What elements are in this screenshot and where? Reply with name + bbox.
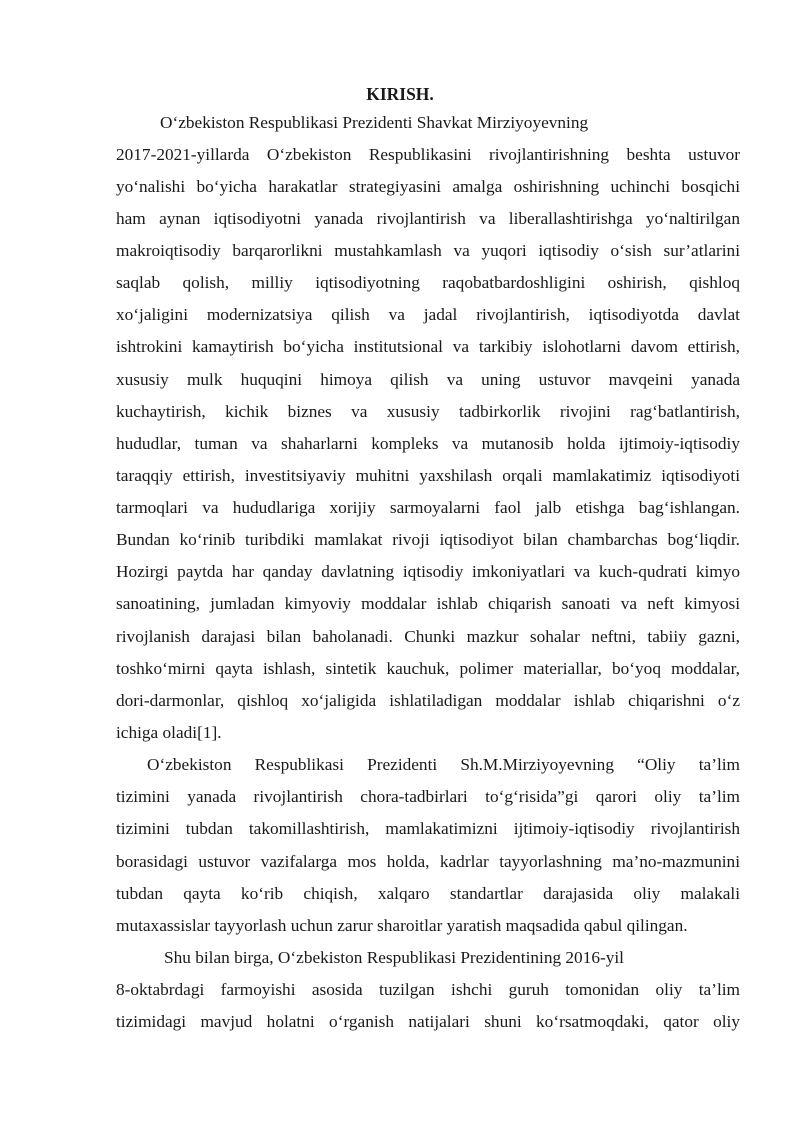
text-line: rivojlanish darajasi bilan baholanadi. Chunki mazkur sohalar neftni, tabiiy gazni,	[116, 627, 740, 646]
text-line: 2017-2021-yillarda O‘zbekiston Respublikasini rivojlantirishning beshta ustuvor	[116, 145, 740, 164]
text-line: Shu bilan birga, O‘zbekiston Respublikasi Prezidentining 2016-yil	[164, 948, 624, 967]
text-line: Bundan ko‘rinib turibdiki mamlakat rivoji iqtisodiyot bilan chambarchas bog‘liqdir.	[116, 530, 740, 549]
text-line: tizimidagi mavjud holatni o‘rganish natijalari shuni ko‘rsatmoqdaki, qator oliy	[116, 1012, 740, 1031]
text-line: kuchaytirish, kichik biznes va xususiy tadbirkorlik rivojini rag‘batlantirish,	[116, 402, 740, 421]
text-line: taraqqiy ettirish, investitsiyaviy muhitni yaxshilash orqali mamlakatimiz iqtisodiyoti	[116, 466, 740, 485]
text-line: toshko‘mirni qayta ishlash, sintetik kauchuk, polimer materiallar, bo‘yoq moddalar,	[116, 659, 740, 678]
text-line: sanoatining, jumladan kimyoviy moddalar ishlab chiqarish sanoati va neft kimyosi	[116, 594, 740, 613]
text-line: xususiy mulk huquqini himoya qilish va uning ustuvor mavqeini yanada	[116, 370, 740, 389]
text-line: ishtrokini kamaytirish bo‘yicha institutsional va tarkibiy islohotlarni davom ettirish,	[116, 337, 740, 356]
text-line: ham aynan iqtisodiyotni yanada rivojlantirish va liberallashtirishga yo‘naltirilgan	[116, 209, 740, 228]
text-line: makroiqtisodiy barqarorlikni mustahkamlash va yuqori iqtisodiy o‘sish sur’atlarini	[116, 241, 740, 260]
text-line: dori-darmonlar, qishloq xo‘jaligida ishlatiladigan moddalar ishlab chiqarishni o‘z	[116, 691, 740, 710]
text-line: O‘zbekiston Respublikasi Prezidenti Sh.M.Mirziyoyevning “Oliy ta’lim	[147, 755, 740, 774]
text-line: hududlar, tuman va shaharlarni kompleks va mutanosib holda ijtimoiy-iqtisodiy	[116, 434, 740, 453]
text-line: yo‘nalishi bo‘yicha harakatlar strategiyasini amalga oshirishning uchinchi bosqichi	[116, 177, 740, 196]
text-line: Hozirgi paytda har qanday davlatning iqtisodiy imkoniyatlari va kuch-qudrati kimyo	[116, 562, 740, 581]
text-line: xo‘jaligini modernizatsiya qilish va jadal rivojlantirish, iqtisodiyotda davlat	[116, 305, 740, 324]
page-title: KIRISH.	[366, 84, 434, 104]
text-line: mutaxassislar tayyorlash uchun zarur sharoitlar yaratish maqsadida qabul qilingan.	[116, 916, 688, 935]
text-line: 8-oktabrdagi farmoyishi asosida tuzilgan ishchi guruh tomonidan oliy ta’lim	[116, 980, 740, 999]
text-line: tarmoqlari va hududlariga xorijiy sarmoyalarni faol jalb etishga bag‘ishlangan.	[116, 498, 740, 517]
text-line: tizimini yanada rivojlantirish chora-tadbirlari to‘g‘risida”gi qarori oliy ta’lim	[116, 787, 740, 806]
text-line: saqlab qolish, milliy iqtisodiyotning raqobatbardoshligini oshirish, qishloq	[116, 273, 740, 292]
text-line: borasidagi ustuvor vazifalarga mos holda, kadrlar tayyorlashning ma’no-mazmunini	[116, 852, 740, 871]
text-line: tubdan qayta ko‘rib chiqish, xalqaro standartlar darajasida oliy malakali	[116, 884, 740, 903]
text-line: ichiga oladi[1].	[116, 723, 222, 742]
text-line: O‘zbekiston Respublikasi Prezidenti Shavkat Mirziyoyevning	[160, 113, 589, 132]
text-line: tizimini tubdan takomillashtirish, mamlakatimizni ijtimoiy-iqtisodiy rivojlantirish	[116, 819, 740, 838]
